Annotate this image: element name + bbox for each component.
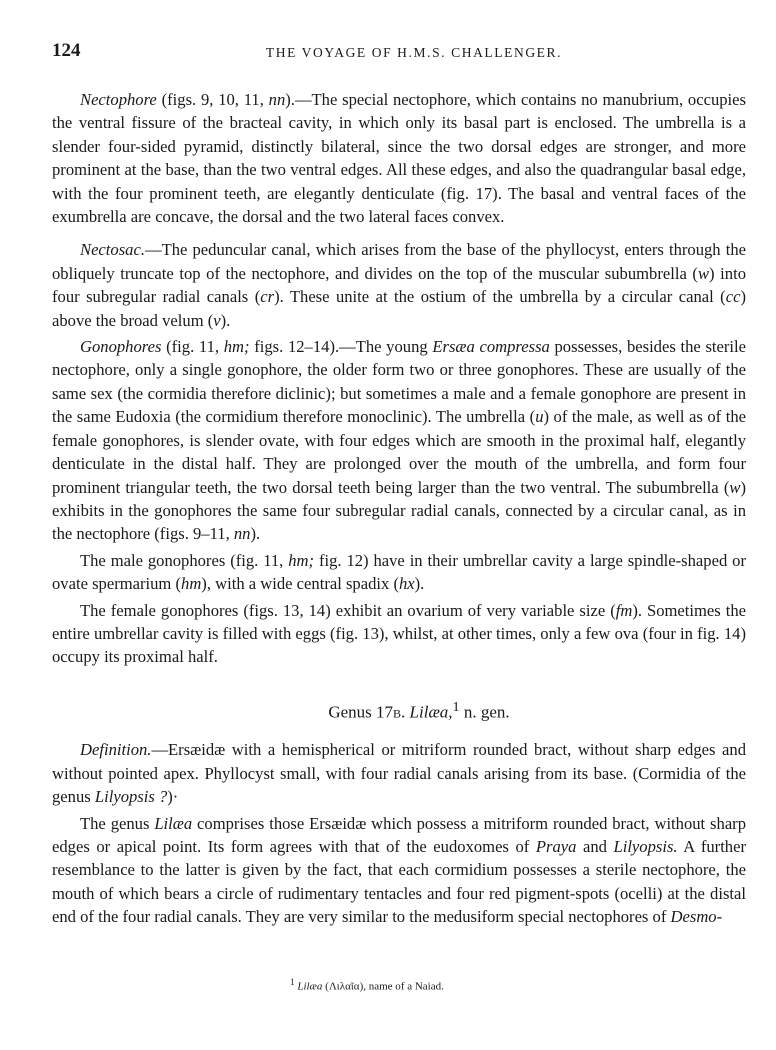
paragraph-definition: Definition.—Ersæidæ with a hemispherical or mitriform rounded bract, without sharp edges and without pointed apex. Phyllocyst small, with four radial canals arising from its base. (Cormidia of the genus Lilyopsis ?)· <box>52 740 746 807</box>
paragraph-genus-description: The genus Lilæa comprises those Ersæidæ which possess a mitriform rounded bract, without sharp edges or apical point. Its form agrees with that of the eudoxomes of Praya and Lilyopsis. A further resemblance to the latter is given by the fact, that each cormidium possesses a sterile nectophore, the mouth of which bears a circle of rudimentary tentacles and four red pigment-spots (ocelli) at the distal end of the four radial canals. They are very similar to the medusiform special nectophores of Desmo- <box>52 813 747 927</box>
text-body <box>52 88 746 932</box>
running-title: THE VOYAGE OF H.M.S. CHALLENGER. <box>265 45 563 60</box>
paragraph-female-gonophores: The female gonophores (figs. 13, 14) exhibit an ovarium of very variable size (fm). Sometimes the entire umbrellar cavity is filled with eggs (fig. 13), whilst, at other times, only a few ova (four in fig. 14) occupy its proximal half. <box>52 600 746 667</box>
paragraph-nectophore: Nectophore (figs. 9, 10, 11, nn).—The special nectophore, which contains no manubrium, occupies the ventral fissure of the bracteal cavity, in which only its basal part is enclosed. The umbrella is a slender four-sided pyramid, distinctly bilateral, since the two dorsal edges are stronger, and more prominent at the base, than the two ventral edges. All these edges, and also the quadrangular basal edge, with the four prominent teeth, are elegantly denticulate (fig. 17). The basal and ventral faces of the exumbrella are concave, the dorsal and the two lateral faces convex. <box>52 90 746 227</box>
paragraph-gonophores: Gonophores (fig. 11, hm; figs. 12–14).—The young Ersæa compressa possesses, besides the sterile nectophore, only a single gonophore, the older form two or three gonophores. These are usually of the same sex (the cormidia therefore diclinic); but sometimes a male and a female gonophore are present in the same Eudoxia (the cormidium therefore monoclinic). The umbrella (u) of the male, as well as of the female gonophores, is slender ovate, with four edges which are smooth in the proximal half, elegantly denticulate in the distal half. They are prolonged over the mouth of the umbrella, and form four prominent triangular teeth, the two dorsal teeth being larger than the two ventral. The subumbrella (w) exhibits in the gonophores the same four subregular radial canals, connected by a circular canal, as in the nectophore (figs. 9–11, nn). <box>52 337 747 544</box>
paragraph-heading: Gonophores <box>80 337 162 357</box>
paragraph-heading: Definition. <box>80 740 152 760</box>
genus-name: Lilæa, <box>409 702 453 722</box>
paragraph-male-gonophores: The male gonophores (fig. 11, hm; fig. 12) have in their umbrellar cavity a large spindle-shaped or ovate spermarium (hm), with a wide central spadix (hx). <box>52 550 746 594</box>
genus-heading: Genus 17B. Lilæa,$^1$ n. gen. <box>328 698 510 722</box>
paragraph-heading: Nectosac. <box>80 240 145 260</box>
footnote-marker[interactable]: 1 <box>452 698 460 715</box>
footnote: $^1$ Lilæa (Λιλαῖα), name of a Naiad. <box>290 977 444 993</box>
paragraph-heading: Nectophore <box>80 90 157 109</box>
page-number: 124 <box>52 40 81 61</box>
page-header <box>52 40 746 64</box>
species-name: Ersæa compressa <box>432 337 550 357</box>
paragraph-nectosac: Nectosac.—The peduncular canal, which arises from the base of the phyllocyst, enters through the obliquely truncate top of the nectophore, and divides on the top of the muscular subumbrella (w) into four subregular radial canals (cr). These unite at the ostium of the umbrella by a circular canal (cc) above the broad velum (v). <box>52 240 746 330</box>
